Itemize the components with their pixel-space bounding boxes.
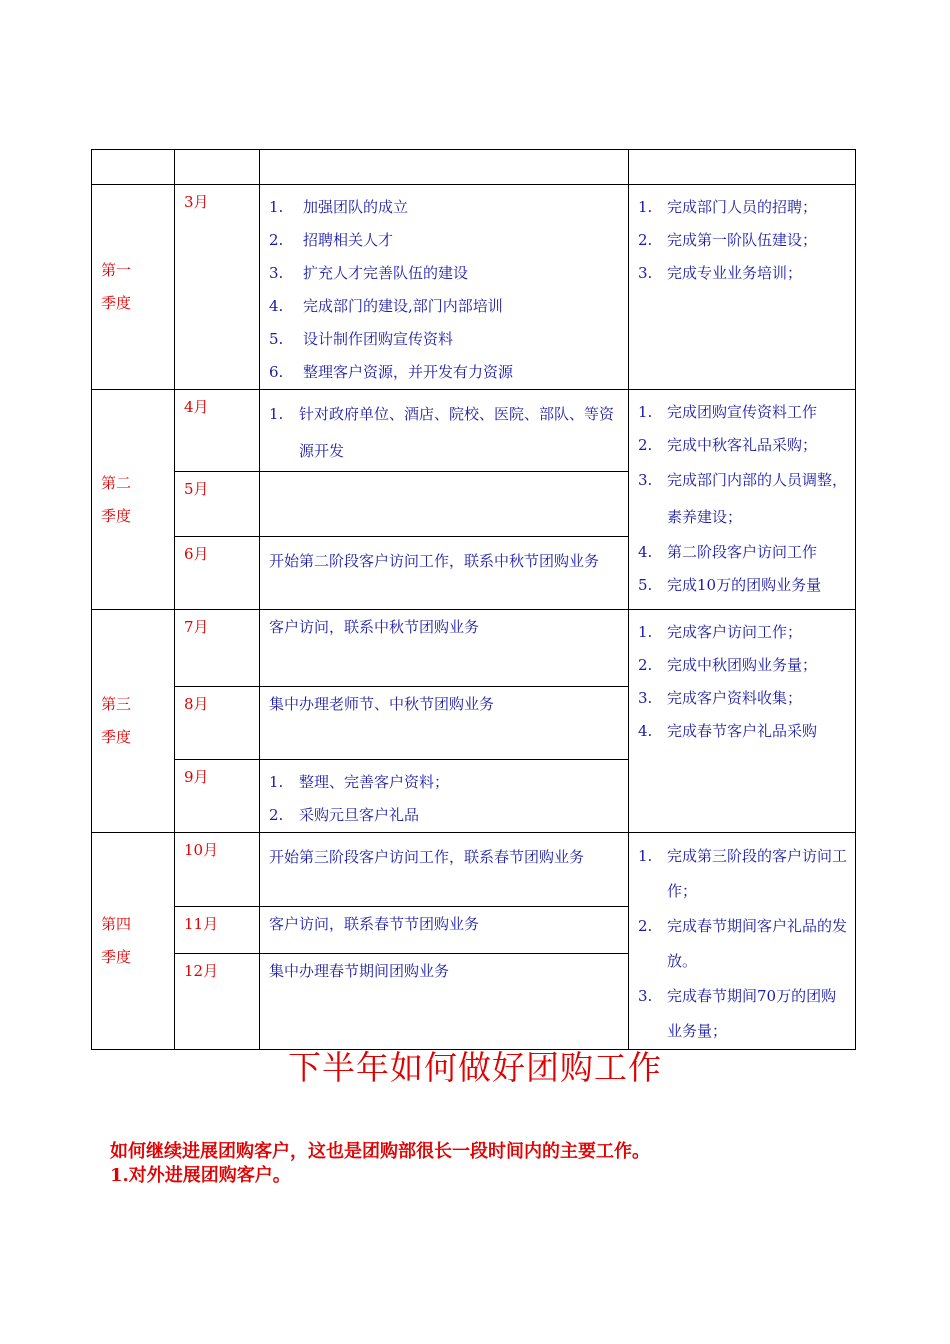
task-cell: 客户访问，联系中秋节团购业务 [260, 610, 629, 687]
quarter-label-1: 第一 季度 [101, 261, 132, 312]
goal-list [638, 616, 849, 748]
list-item: 2. 采购元旦客户礼品 [269, 806, 420, 824]
table-row [92, 185, 856, 390]
list-item: 2. 完成中秋团购业务量； [638, 656, 818, 674]
task-cell [260, 185, 629, 390]
list-item: 1. 完成客户访问工作； [638, 623, 803, 641]
task-cell: 开始第二阶段客户访问工作，联系中秋节团购业务 [260, 537, 629, 610]
header-cell [629, 150, 856, 185]
header-cell [175, 150, 260, 185]
month-cell: 11月 [175, 907, 260, 954]
task-cell: 集中办理老师节、中秋节团购业务 [260, 687, 629, 760]
header-cell [260, 150, 629, 185]
header-row [92, 150, 856, 185]
goal-cell [629, 185, 856, 390]
table-row [92, 610, 856, 687]
list-item: 5. 完成10万的团购业务量 [638, 576, 822, 594]
list-item: 3. 扩充人才完善队伍的建设 [269, 264, 469, 282]
month-cell: 5月 [175, 472, 260, 537]
list-item: 1. 完成部门人员的招聘； [638, 198, 818, 216]
month-cell: 3月 [175, 185, 260, 390]
table-row [92, 390, 856, 472]
list-item: 3. 完成部门内部的人员调整，素养建设； [638, 471, 848, 526]
goal-cell [629, 390, 856, 610]
task-list [269, 396, 622, 470]
goal-list [638, 191, 849, 290]
goal-cell [629, 833, 856, 1050]
list-item: 4. 完成部门的建设,部门内部培训 [269, 297, 503, 315]
task-cell: 开始第三阶段客户访问工作，联系春节团购业务 [260, 833, 629, 907]
task-cell [260, 472, 629, 537]
list-item: 6. 整理客户资源，并开发有力资源 [269, 363, 514, 381]
quarter-label: 第二 季度 [92, 390, 175, 610]
list-item: 2. 招聘相关人才 [269, 231, 394, 249]
list-item: 4. 完成春节客户礼品采购 [638, 722, 818, 740]
list-item: 1. 加强团队的成立 [269, 198, 409, 216]
list-item: 1. 完成第三阶段的客户访问工作； [638, 847, 848, 900]
goal-list [638, 396, 849, 602]
paragraph-line: 如何继续进展团购客户，这也是团购部很长一段时间内的主要工作。 [110, 1141, 650, 1162]
list-item: 3. 完成春节期间70万的团购业务量； [638, 987, 837, 1040]
list-item: 3. 完成客户资料收集； [638, 689, 803, 707]
list-item: 1. 针对政府单位、酒店、院校、医院、部队、等资源开发 [269, 405, 615, 460]
goal-list [638, 839, 849, 1049]
list-item: 2. 完成春节期间客户礼品的发放。 [638, 917, 848, 970]
task-cell: 客户访问，联系春节节团购业务 [260, 907, 629, 954]
month-cell: 10月 [175, 833, 260, 907]
header-cell [92, 150, 175, 185]
quarter-label: 第三 季度 [92, 610, 175, 833]
list-item: 4. 第二阶段客户访问工作 [638, 543, 818, 561]
task-list [269, 766, 622, 832]
paragraph-line: 1.对外进展团购客户。 [110, 1165, 291, 1186]
list-item: 1. 完成团购宣传资料工作 [638, 403, 818, 421]
table-row [92, 833, 856, 907]
month-cell: 12月 [175, 953, 260, 1049]
goal-cell [629, 610, 856, 833]
list-item: 2. 完成第一阶队伍建设； [638, 231, 818, 249]
task-cell [260, 760, 629, 833]
section-heading: 下半年如何做好团购工作 [288, 1048, 662, 1087]
month-cell: 7月 [175, 610, 260, 687]
month-cell: 4月 [175, 390, 260, 472]
month-cell: 6月 [175, 537, 260, 610]
list-item: 5. 设计制作团购宣传资料 [269, 330, 454, 348]
body-paragraph [110, 1140, 650, 1188]
list-item: 3. 完成专业业务培训； [638, 264, 803, 282]
task-cell: 集中办理春节期间团购业务 [260, 953, 629, 1049]
task-cell [260, 390, 629, 472]
quarter-label: 第四 季度 [92, 833, 175, 1050]
list-item: 1. 整理、完善客户资料； [269, 773, 450, 791]
list-item: 2. 完成中秋客礼品采购； [638, 436, 818, 454]
work-plan-table [91, 149, 856, 1050]
month-cell: 8月 [175, 687, 260, 760]
quarter-label [92, 185, 175, 390]
month-cell: 9月 [175, 760, 260, 833]
task-list [269, 191, 622, 389]
